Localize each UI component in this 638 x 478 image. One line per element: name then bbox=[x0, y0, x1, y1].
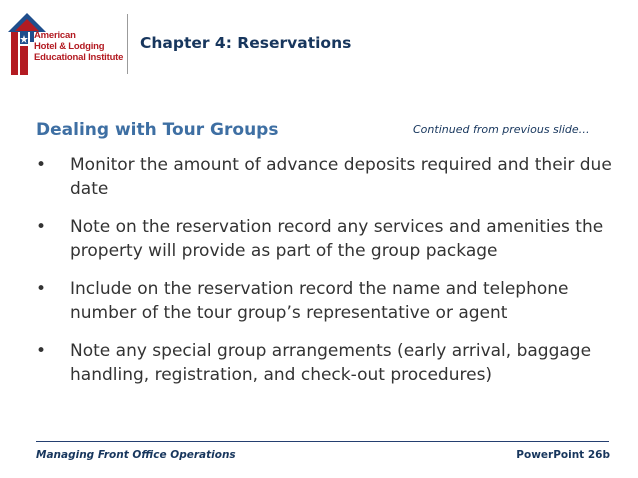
bullet-text: Note on the reservation record any services and amenities the property will provide as part of the group package bbox=[70, 217, 604, 261]
bullet-marker: • bbox=[36, 341, 47, 361]
bullet-list bbox=[36, 153, 616, 401]
footer-divider bbox=[36, 441, 609, 442]
logo-wordmark bbox=[34, 30, 124, 63]
slide-number: 26b bbox=[587, 449, 610, 461]
bullet-text: Monitor the amount of advance deposits required and their due date bbox=[70, 155, 612, 199]
logo-line-3: Educational Institute bbox=[34, 52, 124, 63]
header-divider bbox=[127, 14, 128, 74]
course-title: Managing Front Office Operations bbox=[36, 449, 236, 461]
bullet-text: Include on the reservation record the name and telephone number of the tour group’s representative or agent bbox=[70, 279, 569, 323]
bullet-marker: • bbox=[36, 155, 47, 175]
ahlei-logo bbox=[7, 12, 124, 78]
logo-line-2: Hotel & Lodging bbox=[34, 41, 105, 52]
bullet-marker: • bbox=[36, 217, 47, 237]
bullet-item-deposits bbox=[36, 153, 616, 201]
continued-note: Continued from previous slide… bbox=[413, 123, 590, 136]
powerpoint-label: PowerPoint bbox=[516, 449, 585, 461]
bullet-marker: • bbox=[36, 279, 47, 299]
logo-line-1: American bbox=[34, 30, 76, 41]
slide-footer-label bbox=[516, 449, 610, 461]
bullet-text: Note any special group arrangements (early arrival, baggage handling, registration, and check-out procedures) bbox=[70, 341, 592, 385]
bullet-item-services bbox=[36, 215, 616, 263]
chapter-title: Chapter 4: Reservations bbox=[140, 34, 352, 52]
bullet-item-representative bbox=[36, 277, 616, 325]
bullet-item-arrangements bbox=[36, 339, 616, 387]
section-title: Dealing with Tour Groups bbox=[36, 120, 279, 140]
